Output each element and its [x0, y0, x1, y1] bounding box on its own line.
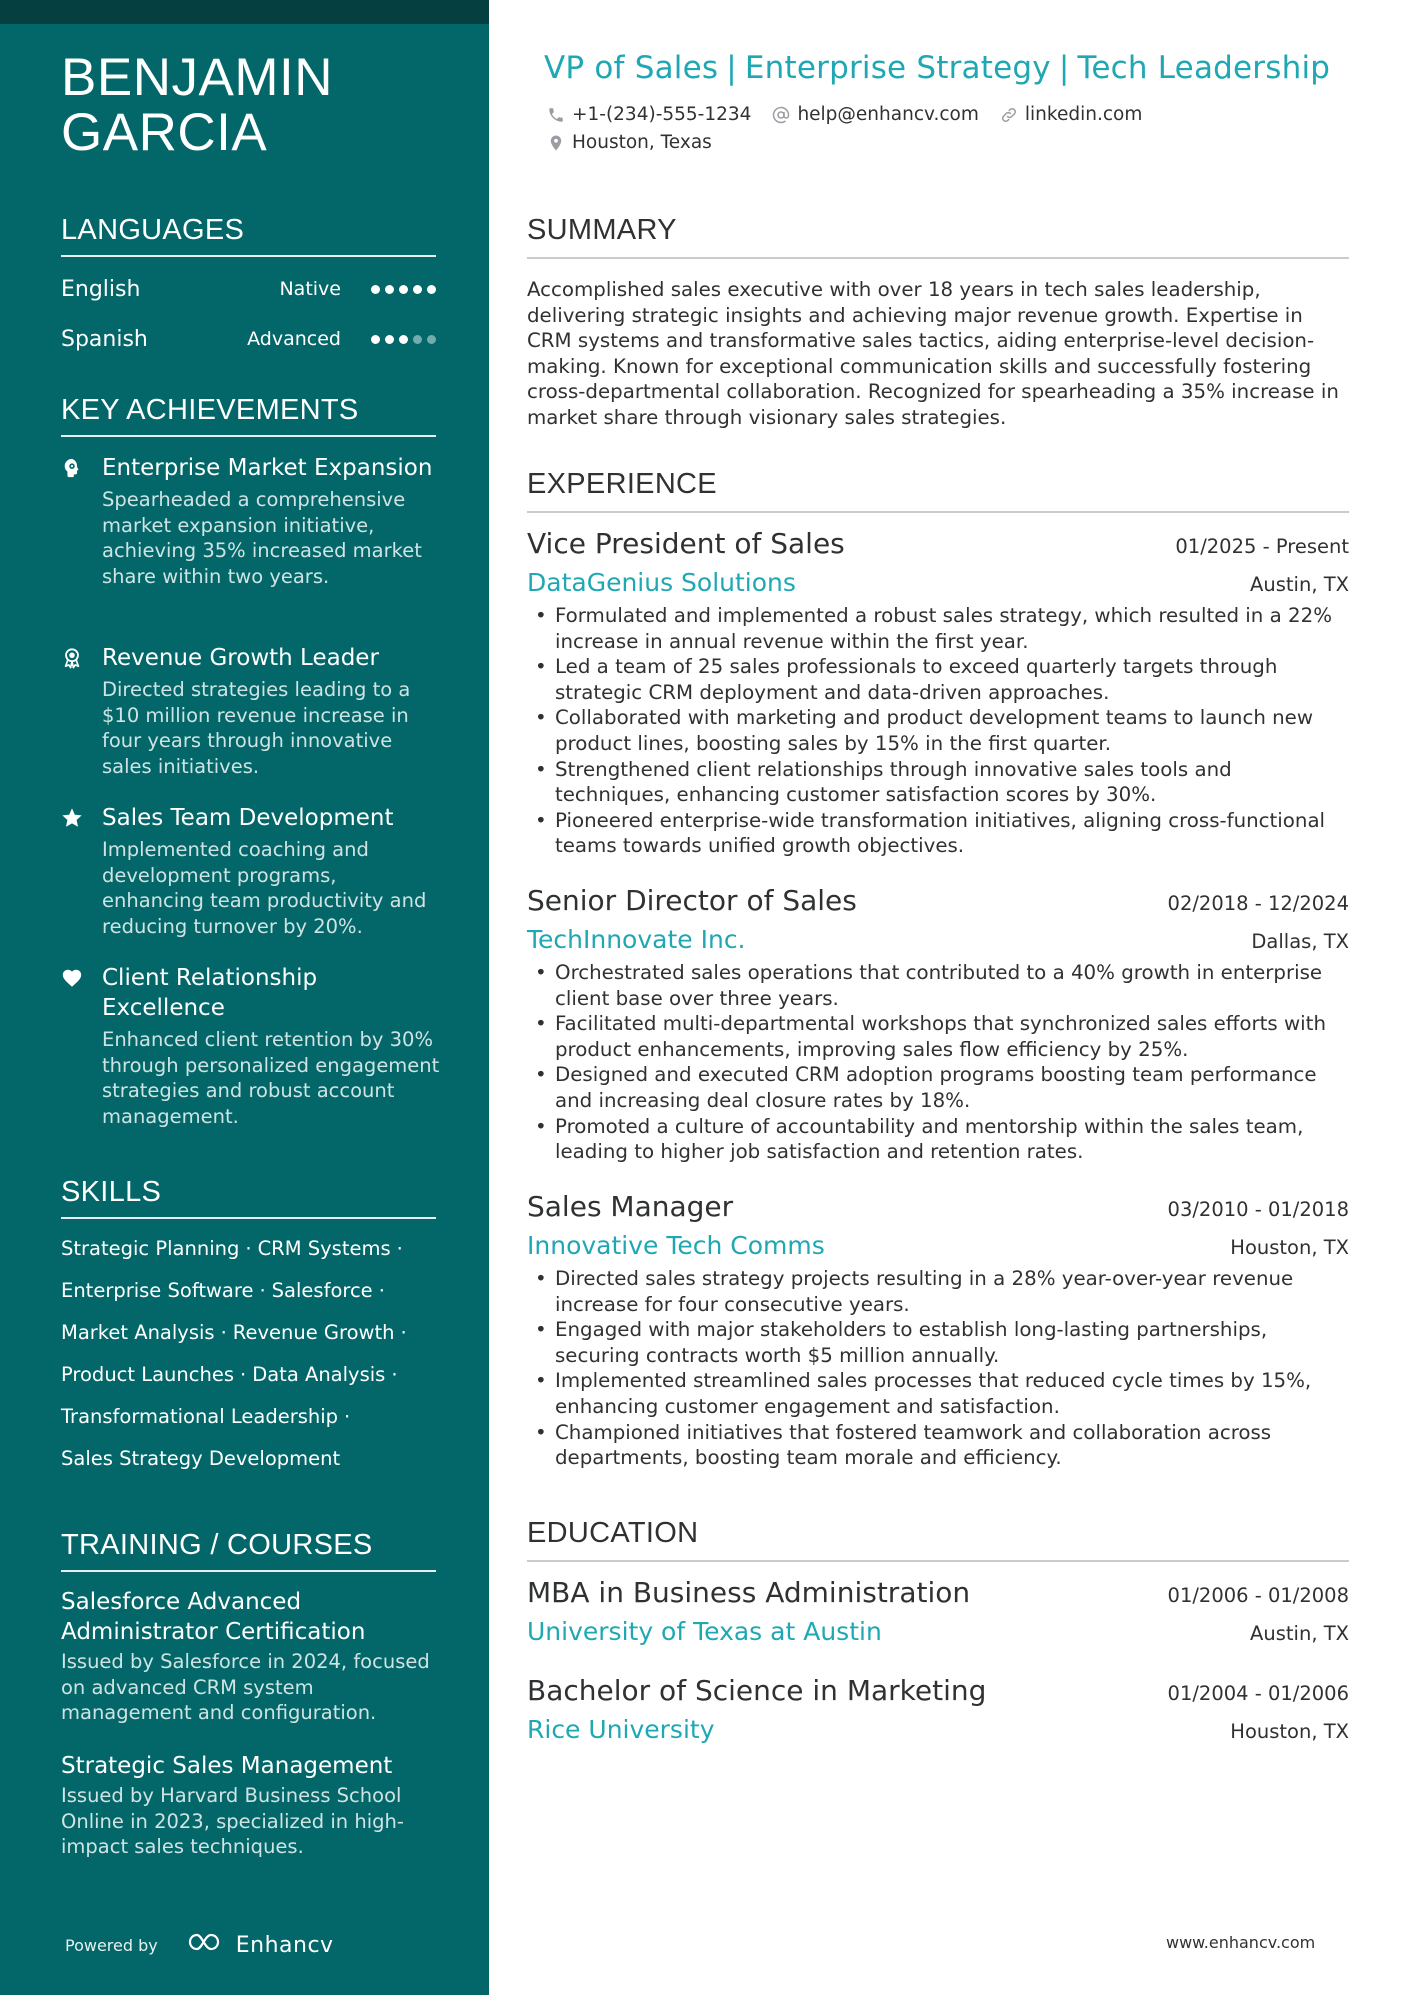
achievement-item: [61, 803, 441, 939]
education-dates: 01/2004 - 01/2006: [1167, 1682, 1349, 1705]
proficiency-dots: [371, 285, 436, 294]
enhancv-logo-icon: [184, 1930, 228, 1960]
job-entry: [527, 884, 1349, 1165]
phone-text: +1-(234)-555-1234: [572, 104, 752, 125]
degree: Bachelor of Science in Marketing: [527, 1674, 987, 1707]
achievement-description: Directed strategies leading to a $10 million revenue increase in four years through innovative sales initiatives.: [102, 678, 411, 778]
education-location: Austin, TX: [1250, 1622, 1349, 1645]
skill-separator: ·: [344, 1405, 351, 1428]
phone-icon: [546, 105, 566, 125]
job-bullet: • Championed initiatives that fostered teamwork and collaboration across departments, boosting team morale and efficiency.: [527, 1420, 1349, 1471]
skill-tag: Product Launches: [61, 1363, 235, 1386]
footer-url-link[interactable]: www.enhancv.com: [1166, 1933, 1316, 1952]
training-heading: TRAINING / COURSES: [61, 1529, 436, 1572]
achievement-title: Sales Team Development: [102, 805, 394, 831]
headline-role: VP of Sales: [544, 50, 719, 86]
degree: MBA in Business Administration: [527, 1576, 971, 1609]
headline-separator: |: [1058, 50, 1070, 86]
achievements-heading: KEY ACHIEVEMENTS: [61, 394, 436, 437]
candidate-name: [61, 50, 461, 160]
skill-tag: Enterprise Software: [61, 1279, 254, 1302]
job-title: Sales Manager: [527, 1190, 734, 1223]
job-bullet: • Formulated and implemented a robust sales strategy, which resulted in a 22% increase in annual revenue within the first year.: [527, 603, 1349, 654]
proficiency-dot-empty: [427, 335, 436, 344]
at-sign-icon: [771, 105, 791, 125]
job-bullets: [527, 603, 1349, 859]
job-bullet: • Engaged with major stakeholders to establish long-lasting partnerships, securing contracts worth $5 million annually.: [527, 1317, 1349, 1368]
powered-by-label: Powered by: [65, 1935, 158, 1955]
skills-line: [61, 1237, 409, 1260]
skills-line: [61, 1447, 340, 1470]
phone-item[interactable]: [546, 104, 751, 125]
map-pin-icon: [546, 133, 566, 153]
skills-line: [61, 1321, 413, 1344]
proficiency-dot-filled: [427, 285, 436, 294]
headline: [544, 50, 1330, 86]
achievement-description: Spearheaded a comprehensive market expansion initiative, achieving 35% increased market share within two years.: [102, 488, 422, 588]
job-dates: 02/2018 - 12/2024: [1167, 892, 1349, 915]
proficiency-dot-filled: [413, 285, 422, 294]
education-location: Houston, TX: [1230, 1720, 1349, 1743]
linkedin-item[interactable]: [999, 104, 1142, 125]
contact-row: [546, 104, 1162, 125]
skill-separator: ·: [220, 1321, 227, 1344]
job-dates: 01/2025 - Present: [1175, 535, 1349, 558]
job-entry: [527, 1190, 1349, 1471]
skills-line: [61, 1405, 356, 1428]
skill-separator: ·: [391, 1363, 398, 1386]
experience-heading: EXPERIENCE: [527, 468, 1349, 513]
skills-line: [61, 1363, 404, 1386]
skill-separator: ·: [396, 1237, 403, 1260]
job-bullet: • Strengthened client relationships through innovative sales tools and techniques, enhancing customer satisfaction scores by 30%.: [527, 757, 1349, 808]
language-name: English: [61, 276, 141, 302]
main-content: [489, 0, 1410, 1995]
skill-tag: Salesforce: [271, 1279, 373, 1302]
skills-heading: SKILLS: [61, 1176, 436, 1219]
school: University of Texas at Austin: [527, 1617, 882, 1646]
job-company: TechInnovate Inc.: [527, 925, 746, 954]
job-bullet: • Led a team of 25 sales professionals to exceed quarterly targets through strategic CRM deployment and data-driven approaches.: [527, 654, 1349, 705]
skills-line: [61, 1279, 391, 1302]
proficiency-dot-filled: [371, 285, 380, 294]
language-name: Spanish: [61, 326, 148, 352]
job-title: Vice President of Sales: [527, 527, 845, 560]
proficiency-dot-empty: [413, 335, 422, 344]
summary-heading: SUMMARY: [527, 214, 1349, 259]
job-bullet: • Facilitated multi-departmental workshops that synchronized sales efforts with product enhancements, improving sales flow efficiency by 25%.: [527, 1011, 1349, 1062]
skill-tag: Strategic Planning: [61, 1237, 240, 1260]
skill-tag: Revenue Growth: [232, 1321, 395, 1344]
enhancv-logo-link[interactable]: [184, 1930, 334, 1960]
achievement-item: [61, 643, 441, 779]
job-bullets: [527, 960, 1349, 1165]
achievement-item: [61, 963, 441, 1129]
skill-tag: Transformational Leadership: [61, 1405, 339, 1428]
achievement-description: Implemented coaching and development programs, enhancing team productivity and reducing turnover by 20%.: [102, 838, 427, 938]
education-entry: [527, 1674, 1349, 1744]
school: Rice University: [527, 1715, 715, 1744]
award-ribbon-icon: [61, 647, 83, 669]
location-item: [546, 132, 712, 153]
job-company: Innovative Tech Comms: [527, 1231, 825, 1260]
course-description: Issued by Harvard Business School Online in 2023, specialized in high-impact sales techniques.: [61, 1784, 404, 1858]
language-level: Advanced: [247, 328, 341, 350]
brand-name: Enhancv: [235, 1932, 334, 1958]
achievement-title: Revenue Growth Leader: [102, 645, 379, 671]
headline-focus: Enterprise Strategy: [744, 50, 1051, 86]
email-item[interactable]: [771, 104, 978, 125]
language-row-english: [61, 274, 436, 304]
skill-separator: ·: [378, 1279, 385, 1302]
skill-separator: ·: [245, 1237, 252, 1260]
job-location: Austin, TX: [1250, 573, 1349, 596]
skill-separator: ·: [400, 1321, 407, 1344]
lightbulb-head-icon: [61, 457, 83, 479]
achievement-description: Enhanced client retention by 30% through personalized engagement strategies and robust account management.: [102, 1028, 440, 1128]
sidebar-top-band: [0, 0, 489, 24]
powered-by: [65, 1930, 334, 1960]
proficiency-dot-filled: [371, 335, 380, 344]
location-text: Houston, Texas: [572, 132, 712, 153]
proficiency-dot-filled: [399, 335, 408, 344]
job-bullet: • Designed and executed CRM adoption programs boosting team performance and increasing deal closure rates by 18%.: [527, 1062, 1349, 1113]
headline-separator: |: [726, 50, 737, 86]
linkedin-text: linkedin.com: [1024, 104, 1143, 125]
job-title: Senior Director of Sales: [527, 884, 857, 917]
job-bullet: • Collaborated with marketing and product development teams to launch new product lines, boosting sales by 15% in the first quarter.: [527, 705, 1349, 756]
job-bullet: • Implemented streamlined sales processes that reduced cycle times by 15%, enhancing customer engagement and satisfaction.: [527, 1368, 1349, 1419]
name-last: GARCIA: [61, 103, 268, 162]
course-description: Issued by Salesforce in 2024, focused on advanced CRM system management and configuration.: [61, 1650, 430, 1724]
link-icon: [999, 105, 1019, 125]
job-bullet: • Promoted a culture of accountability and mentorship within the sales team, leading to higher job satisfaction and retention rates.: [527, 1114, 1349, 1165]
skill-separator: ·: [240, 1363, 247, 1386]
summary-text: Accomplished sales executive with over 18 years in tech sales leadership, delivering strategic insights and achieving major revenue growth. Expertise in CRM systems and transformative sales tactics, aiding enterprise-level decision-making. Known for exceptional communication skills and successfully fostering cross-departmental collaboration. Recognized for spearheading a 35% increase in market share through visionary sales strategies.: [527, 278, 1339, 429]
skill-tag: CRM Systems: [257, 1237, 391, 1260]
job-location: Dallas, TX: [1251, 930, 1349, 953]
achievement-title: Client Relationship Excellence: [102, 965, 318, 1021]
job-dates: 03/2010 - 01/2018: [1167, 1198, 1349, 1221]
achievement-title: Enterprise Market Expansion: [102, 455, 433, 481]
course-title: Strategic Sales Management: [61, 1753, 393, 1779]
skill-tag: Market Analysis: [61, 1321, 215, 1344]
languages-heading: LANGUAGES: [61, 214, 436, 257]
course-item: [61, 1751, 441, 1860]
skill-tag: Data Analysis: [252, 1363, 386, 1386]
job-bullet: • Orchestrated sales operations that contributed to a 40% growth in enterprise client base over three years.: [527, 960, 1349, 1011]
job-bullet: • Directed sales strategy projects resulting in a 28% year-over-year revenue increase for four consecutive years.: [527, 1266, 1349, 1317]
proficiency-dots: [371, 335, 436, 344]
course-item: [61, 1587, 441, 1726]
education-heading: EDUCATION: [527, 1517, 1349, 1562]
star-icon: [61, 807, 83, 829]
language-level: Native: [279, 278, 341, 300]
headline-specialty: Tech Leadership: [1077, 50, 1331, 86]
location-row: [546, 132, 732, 153]
name-first: BENJAMIN: [61, 48, 333, 107]
skill-tag: Sales Strategy Development: [61, 1447, 341, 1470]
language-row-spanish: [61, 324, 436, 354]
proficiency-dot-filled: [385, 335, 394, 344]
job-bullet: • Pioneered enterprise-wide transformation initiatives, aligning cross-functional teams towards unified growth objectives.: [527, 808, 1349, 859]
education-entry: [527, 1576, 1349, 1646]
course-title: Salesforce Advanced Administrator Certification: [61, 1589, 366, 1645]
job-entry: [527, 527, 1349, 859]
proficiency-dot-filled: [399, 285, 408, 294]
proficiency-dot-filled: [385, 285, 394, 294]
heart-icon: [61, 967, 83, 989]
job-company: DataGenius Solutions: [527, 568, 796, 597]
sidebar: [0, 0, 489, 1995]
job-location: Houston, TX: [1230, 1236, 1349, 1259]
education-dates: 01/2006 - 01/2008: [1167, 1584, 1349, 1607]
job-bullets: [527, 1266, 1349, 1471]
achievement-item: [61, 453, 441, 589]
email-text: help@enhancv.com: [797, 104, 979, 125]
skill-separator: ·: [259, 1279, 266, 1302]
